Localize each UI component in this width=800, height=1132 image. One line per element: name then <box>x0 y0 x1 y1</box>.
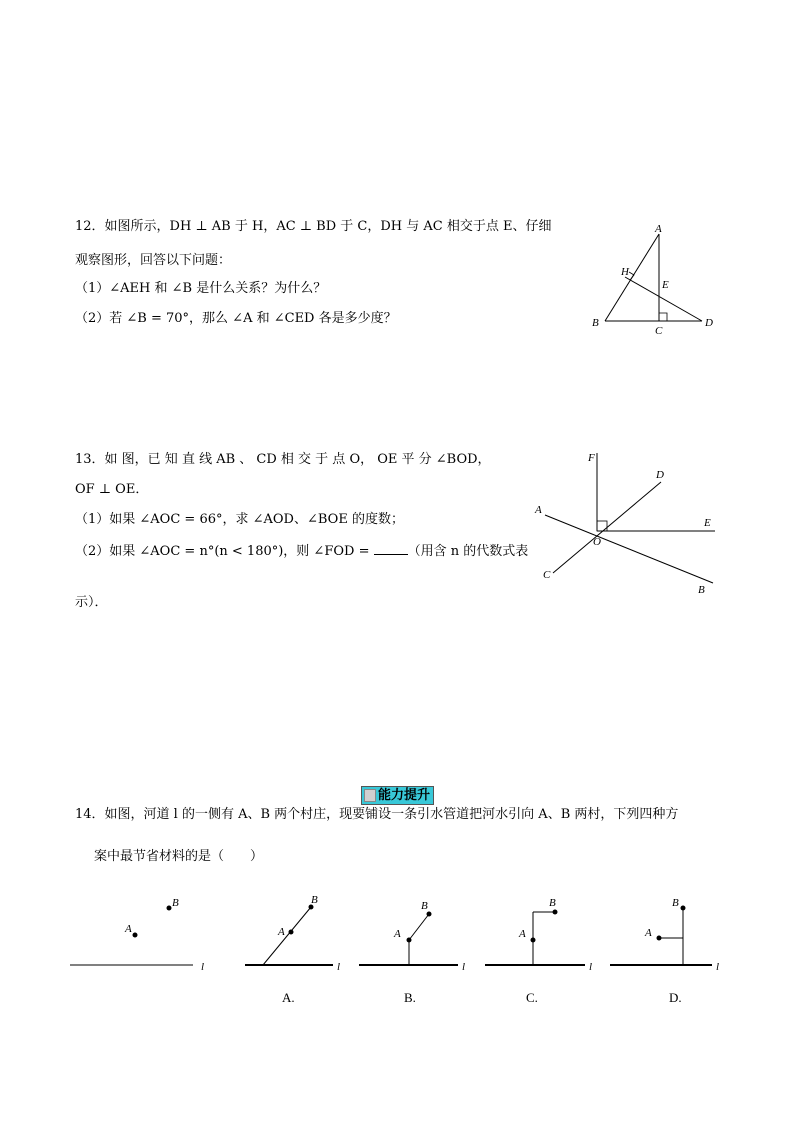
q14-a-label-l: l <box>337 961 341 973</box>
option-a-label[interactable]: A. <box>282 990 295 1005</box>
q14-orig-label-A: A <box>125 923 132 935</box>
option-c-label[interactable]: C. <box>526 990 538 1005</box>
q12-label-A: A <box>655 223 662 235</box>
q12-label-H: H <box>621 266 629 278</box>
q13-line-4-prefix: （2）如果 ∠AOC = n°(n < 180°)，则 ∠FOD = <box>75 544 374 559</box>
q14-orig-label-B: B <box>172 897 179 909</box>
q14-c-label-A: A <box>519 928 526 940</box>
q14-a-label-B: B <box>311 894 318 906</box>
badge-square-icon <box>364 789 376 802</box>
q14-figures <box>65 890 730 980</box>
q12-label-B: B <box>592 317 599 329</box>
section-badge-label: 能力提升 <box>378 788 431 803</box>
q14-d-label-B: B <box>672 897 679 909</box>
q13-line-5: 示）． <box>75 595 108 610</box>
q12-figure <box>585 220 725 340</box>
q13-label-D: D <box>656 469 664 481</box>
q14-line-2: 案中最节省材料的是（ ） <box>94 849 264 864</box>
q12-line-1: 12．如图所示，DH ⊥ AB 于 H，AC ⊥ BD 于 C，DH 与 AC 相交于点 E、仔细 <box>75 219 552 234</box>
q14-option-d-figure <box>610 897 719 973</box>
q14-b-label-l: l <box>462 961 466 973</box>
section-badge <box>361 786 434 805</box>
q12-line-4: （2）若 ∠B = 70°，那么 ∠A 和 ∠CED 各是多少度？ <box>75 311 397 326</box>
q13-label-A: A <box>535 504 542 516</box>
answer-blank <box>374 542 408 555</box>
q14-option-c-figure <box>485 897 592 973</box>
q12-line-2: 观察图形，回答以下问题： <box>75 253 232 268</box>
q14-c-label-l: l <box>589 961 593 973</box>
q13-label-E: E <box>704 517 711 529</box>
q13-label-B: B <box>698 584 705 596</box>
q14-option-a-figure <box>245 894 340 973</box>
q12-label-D: D <box>705 317 713 329</box>
option-d-label[interactable]: D. <box>669 990 682 1005</box>
q13-figure <box>525 445 730 605</box>
q12-label-C: C <box>655 325 663 337</box>
q12-label-E: E <box>662 279 669 291</box>
q13-line-4 <box>75 542 528 561</box>
q13-label-C: C <box>543 569 551 581</box>
q14-d-label-l: l <box>716 961 720 973</box>
q14-option-b-figure <box>359 900 465 973</box>
q14-original-figure <box>70 897 204 973</box>
q13-label-O: O <box>593 536 601 548</box>
q13-line-3: （1）如果 ∠AOC = 66°，求 ∠AOD、∠BOE 的度数； <box>75 512 404 527</box>
q13-label-F: F <box>588 452 595 464</box>
q13-line-2: OF ⊥ OE． <box>75 482 149 497</box>
q13-line-4-suffix: （用含 n 的代数式表 <box>407 544 529 559</box>
q14-line-1: 14．如图，河道 l 的一侧有 A、B 两个村庄，现要铺设一条引水管道把河水引向 A、B 两村，下列四种方 <box>75 807 679 822</box>
q14-b-label-B: B <box>421 900 428 912</box>
q13-line-1: 13．如 图，已 知 直 线 AB 、 CD 相 交 于 点 O， OE 平 分 ∠BOD， <box>75 452 491 467</box>
q14-a-label-A: A <box>278 926 285 938</box>
q14-c-label-B: B <box>549 897 556 909</box>
q14-b-label-A: A <box>394 928 401 940</box>
q14-orig-label-l: l <box>201 961 205 973</box>
q14-d-label-A: A <box>645 927 652 939</box>
option-b-label[interactable]: B. <box>404 990 416 1005</box>
q12-line-3: （1）∠AEH 和 ∠B 是什么关系？为什么？ <box>75 281 327 296</box>
